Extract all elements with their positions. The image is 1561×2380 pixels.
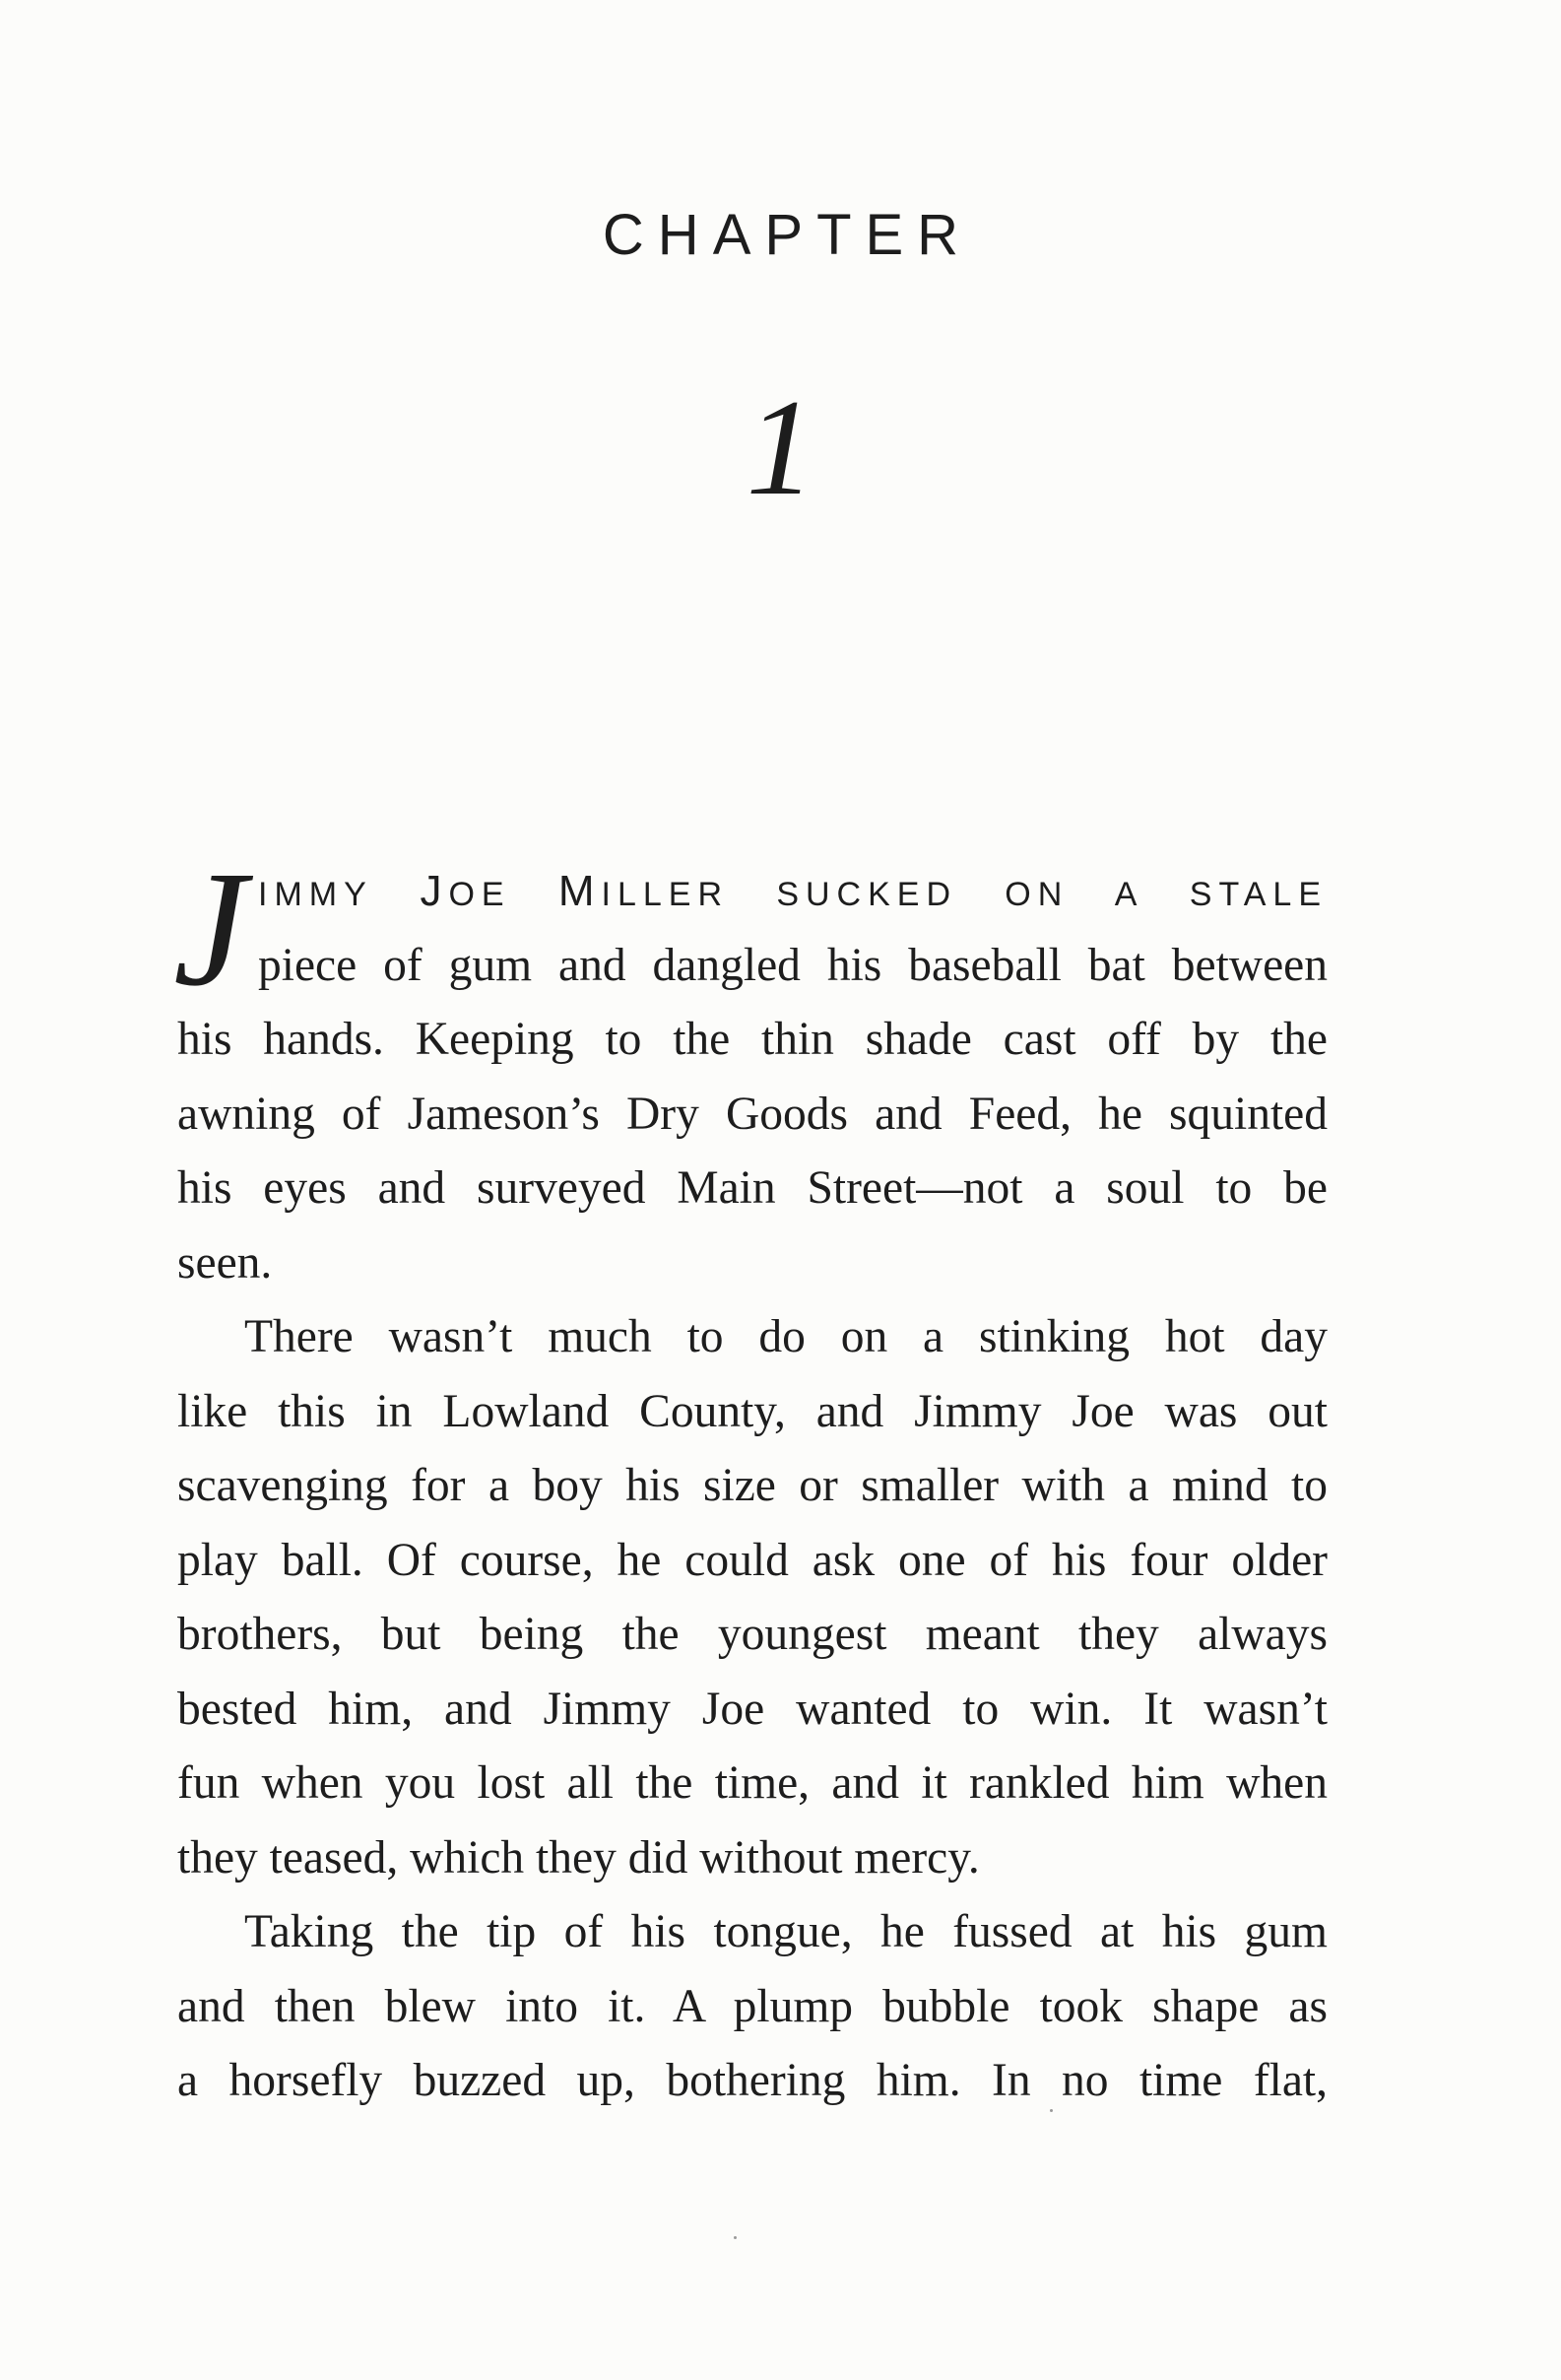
text-line: a horsefly buzzed up, bothering him. In no time flat,	[177, 2055, 1328, 2106]
text-line: seen.	[177, 1236, 273, 1289]
text-line: bested him, and Jimmy Joe wanted to win. It wasn’t	[177, 1683, 1328, 1735]
small-caps-initial: J	[420, 867, 449, 915]
text-line: piece of gum and dangled his baseball bat between	[258, 939, 1328, 991]
text-line: they teased, which they did without mercy.	[177, 1831, 980, 1884]
text-line: play ball. Of course, he could ask one of his four older	[177, 1534, 1328, 1586]
opening-small-caps	[258, 867, 1328, 915]
text-line: brothers, but being the youngest meant they always	[177, 1609, 1328, 1660]
text-line: and then blew into it. A plump bubble took shape as	[177, 1980, 1328, 2032]
text-line: fun when you lost all the time, and it rankled him when	[177, 1757, 1328, 1809]
text-line: Taking the tip of his tongue, he fussed at his gum	[244, 1906, 1328, 1957]
chapter-body	[173, 837, 1328, 2119]
drop-cap: J	[173, 837, 247, 1021]
text-line: There wasn’t much to do on a stinking hot day	[244, 1311, 1328, 1362]
text-line: scavenging for a boy his size or smaller with a mind to	[177, 1460, 1328, 1511]
small-caps-part: OE	[448, 876, 558, 913]
text-line: awning of Jameson’s Dry Goods and Feed, he squinted	[177, 1088, 1328, 1140]
chapter-heading: CHAPTER	[602, 203, 973, 267]
print-speck	[1050, 2109, 1053, 2112]
text-line: like this in Lowland County, and Jimmy Joe was out	[177, 1385, 1328, 1437]
small-caps-part: IMMY	[258, 876, 421, 913]
small-caps-initial: M	[557, 867, 602, 915]
text-line: his hands. Keeping to the thin shade cast off by the	[177, 1014, 1328, 1065]
small-caps-part: ILLER SUCKED ON A STALE	[601, 876, 1328, 913]
print-speck	[734, 2236, 737, 2239]
chapter-number: 1	[746, 371, 815, 524]
text-line: his eyes and surveyed Main Street—not a soul to be	[177, 1162, 1328, 1214]
